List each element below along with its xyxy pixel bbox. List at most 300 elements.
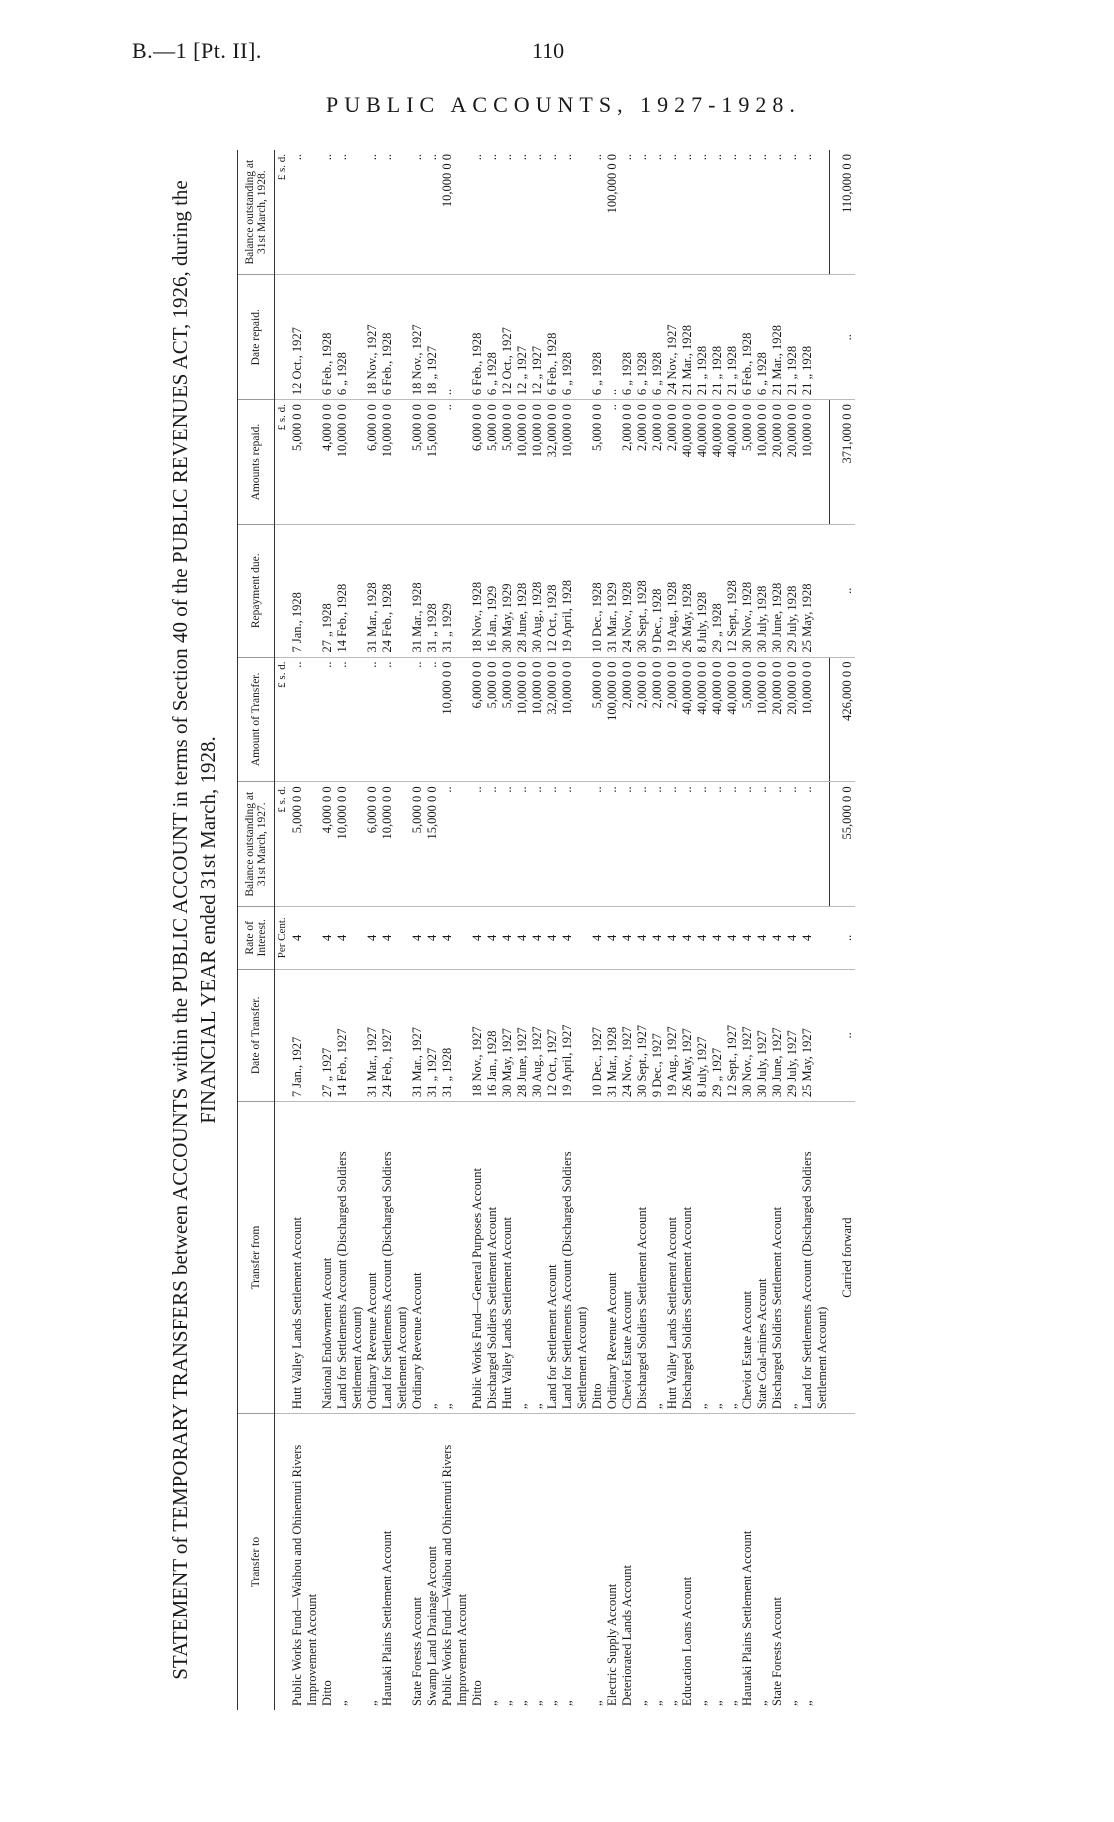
col-amount: Amount of Transfer. xyxy=(237,657,274,782)
amount-repaid-cell: 5,000 0 0 xyxy=(485,400,500,525)
balance-1927-cell: .. xyxy=(770,782,785,907)
amount-repaid-cell: 2,000 0 0 xyxy=(620,400,635,525)
balance-1927-cell: .. xyxy=(665,782,680,907)
transfer-from-cell: Discharged Soldiers Settlement Account xyxy=(770,1102,785,1414)
amount-repaid-cell: 2,000 0 0 xyxy=(635,400,650,525)
repayment-due-cell: 12 Sept., 1928 xyxy=(725,524,740,657)
date-of-transfer-cell: 30 Aug., 1927 xyxy=(530,969,545,1102)
transfer-from-cell: Land for Settlement Account xyxy=(545,1102,560,1414)
page-reference: B.—1 [Pt. II]. xyxy=(132,38,262,63)
transfer-to-cell: Swamp Land Drainage Account xyxy=(424,1545,439,1706)
transfer-from-cell: „ xyxy=(695,1102,710,1414)
date-repaid-cell: 24 Nov., 1927 xyxy=(665,275,680,400)
rate-cell: 4 xyxy=(470,907,485,969)
transfer-from-cell: „ xyxy=(530,1102,545,1414)
repayment-due-cell: 25 May, 1928 xyxy=(800,524,830,657)
amount-repaid-cell: 10,000 0 0 xyxy=(560,400,590,525)
balance-1927-cell: 6,000 0 0 xyxy=(365,782,380,907)
date-repaid-cell: 6 „ 1928 xyxy=(560,275,590,400)
rate-cell: 4 xyxy=(335,907,365,969)
date-of-transfer-cell: 29 „ 1927 xyxy=(710,969,725,1102)
transfer-to-cell: „ xyxy=(754,1700,769,1706)
amount-cell: .. xyxy=(320,657,335,782)
balance-1927-cell: 10,000 0 0 xyxy=(335,782,365,907)
amount-cell: 10,000 0 0 xyxy=(440,657,470,782)
date-repaid-cell: 6 Feb., 1928 xyxy=(545,275,560,400)
amount-cell: .. xyxy=(425,657,440,782)
table-row xyxy=(470,150,485,1710)
repayment-due-cell: 28 June, 1928 xyxy=(515,524,530,657)
repayment-due-cell: 29 „ 1928 xyxy=(710,524,725,657)
col-amounts-repaid: Amounts repaid. xyxy=(237,400,274,525)
transfer-from-cell: Land for Settlements Account (Discharged Soldiers Settlement Account) xyxy=(800,1102,830,1414)
rate-cell: 4 xyxy=(290,907,320,969)
amount-cell: 2,000 0 0 xyxy=(665,657,680,782)
date-of-transfer-cell: 25 May, 1927 xyxy=(800,969,830,1102)
repayment-due-cell: 9 Dec., 1928 xyxy=(650,524,665,657)
date-of-transfer-cell: 30 Nov., 1927 xyxy=(740,969,755,1102)
date-of-transfer-cell: 28 June, 1927 xyxy=(515,969,530,1102)
date-repaid-cell: 6 „ 1928 xyxy=(635,275,650,400)
table-row xyxy=(800,150,830,1710)
table-row xyxy=(545,150,560,1710)
balance-1927-cell: 5,000 0 0 xyxy=(290,782,320,907)
amount-repaid-cell: 20,000 0 0 xyxy=(785,400,800,525)
amount-repaid-cell: 10,000 0 0 xyxy=(800,400,830,525)
transfer-to-cell: Ditto xyxy=(469,1680,484,1706)
balance-1928-cell: .. xyxy=(290,150,320,275)
transfer-from-cell: Ordinary Revenue Account xyxy=(365,1102,380,1414)
table-row xyxy=(725,150,740,1710)
transfer-from-cell: „ xyxy=(515,1102,530,1414)
date-of-transfer-cell: 16 Jan., 1928 xyxy=(485,969,500,1102)
unit-cell xyxy=(274,524,290,657)
col-date-of-transfer: Date of Transfer. xyxy=(237,969,274,1102)
transfer-to-cell: State Forests Account xyxy=(769,1596,784,1706)
amount-repaid-cell: 5,000 0 0 xyxy=(500,400,515,525)
balance-1927-cell: 15,000 0 0 xyxy=(425,782,440,907)
date-repaid-cell: .. xyxy=(605,275,620,400)
date-of-transfer-cell: 19 April, 1927 xyxy=(560,969,590,1102)
balance-1927-total: 55,000 0 0 xyxy=(830,782,856,907)
rate-cell: 4 xyxy=(545,907,560,969)
transfer-from-cell: Land for Settlements Account (Discharged Soldiers Settlement Account) xyxy=(380,1102,410,1414)
transfers-table xyxy=(237,150,856,1710)
balance-1928-cell: .. xyxy=(635,150,650,275)
transfer-to-cell: „ xyxy=(364,1700,379,1706)
transfer-from-cell: Cheviot Estate Account xyxy=(740,1102,755,1414)
amount-cell: 40,000 0 0 xyxy=(680,657,695,782)
repayment-due-cell: 29 July, 1928 xyxy=(785,524,800,657)
rate-cell: 4 xyxy=(605,907,620,969)
amount-cell: 2,000 0 0 xyxy=(635,657,650,782)
amount-cell: 5,000 0 0 xyxy=(590,657,605,782)
date-of-transfer-cell: 30 Sept., 1927 xyxy=(635,969,650,1102)
repayment-due-cell: 16 Jan., 1929 xyxy=(485,524,500,657)
amount-repaid-cell: 5,000 0 0 xyxy=(590,400,605,525)
date-of-transfer-cell: 29 July, 1927 xyxy=(785,969,800,1102)
transfer-from-cell: Land for Settlements Account (Discharged Soldiers Settlement Account) xyxy=(335,1102,365,1414)
rate-cell: 4 xyxy=(500,907,515,969)
balance-1927-cell: .. xyxy=(515,782,530,907)
balance-1928-cell: .. xyxy=(500,150,515,275)
col-balance-1927: Balance outstanding at 31st March, 1927. xyxy=(237,782,274,907)
carried-forward-row xyxy=(830,150,856,1710)
date-repaid-cell: 6 „ 1928 xyxy=(755,275,770,400)
balance-1927-cell: .. xyxy=(695,782,710,907)
date-repaid-cell: 12 „ 1927 xyxy=(515,275,530,400)
repayment-due-cell: 30 July, 1928 xyxy=(755,524,770,657)
date-repaid-cell: 6 Feb., 1928 xyxy=(740,275,755,400)
date-repaid-cell: 6 Feb., 1928 xyxy=(470,275,485,400)
amount-cell: 20,000 0 0 xyxy=(770,657,785,782)
amount-cell: 5,000 0 0 xyxy=(500,657,515,782)
transfer-to-cell: „ xyxy=(499,1700,514,1706)
carried-forward-label: Carried forward xyxy=(830,1102,856,1414)
amount-repaid-cell: 10,000 0 0 xyxy=(530,400,545,525)
balance-1927-cell: .. xyxy=(755,782,770,907)
date-repaid-cell: 21 Mar., 1928 xyxy=(680,275,695,400)
balance-1928-cell: .. xyxy=(740,150,755,275)
date-of-transfer-cell: 24 Feb., 1927 xyxy=(380,969,410,1102)
unit-cell: £ s. d. xyxy=(274,150,290,275)
amount-repaid-cell: 2,000 0 0 xyxy=(665,400,680,525)
table-row xyxy=(755,150,770,1710)
table-row xyxy=(410,150,425,1710)
balance-1928-cell: .. xyxy=(545,150,560,275)
rotated-statement xyxy=(160,150,1080,1710)
table-row xyxy=(380,150,410,1710)
table-row xyxy=(440,150,470,1710)
date-of-transfer-cell: 7 Jan., 1927 xyxy=(290,969,320,1102)
table-row xyxy=(605,150,620,1710)
transfer-from-cell: „ xyxy=(440,1102,470,1414)
unit-cell xyxy=(274,275,290,400)
table-row xyxy=(665,150,680,1710)
col-transfer-to: Transfer to xyxy=(237,1414,274,1710)
rate-cell: 4 xyxy=(800,907,830,969)
table-row xyxy=(740,150,755,1710)
balance-1927-cell: 4,000 0 0 xyxy=(320,782,335,907)
rate-cell: 4 xyxy=(770,907,785,969)
balance-1928-cell: .. xyxy=(530,150,545,275)
repayment-due-cell: 31 „ 1928 xyxy=(425,524,440,657)
amount-cell: 10,000 0 0 xyxy=(530,657,545,782)
amount-total: 426,000 0 0 xyxy=(830,657,856,782)
balance-1928-cell: .. xyxy=(515,150,530,275)
table-row xyxy=(290,150,320,1710)
repayment-due-cell: 10 Dec., 1928 xyxy=(590,524,605,657)
transfer-from-cell: Discharged Soldiers Settlement Account xyxy=(680,1102,695,1414)
amount-repaid-cell: .. xyxy=(605,400,620,525)
date-of-transfer-cell: 31 „ 1927 xyxy=(425,969,440,1102)
rate-cell: 4 xyxy=(635,907,650,969)
table-row xyxy=(770,150,785,1710)
amount-cell: 10,000 0 0 xyxy=(755,657,770,782)
amount-cell: 40,000 0 0 xyxy=(695,657,710,782)
statement-title: STATEMENT of TEMPORARY TRANSFERS between ACCOUNTS within the PUBLIC ACCOUNT in terms of Section 40 of the PUBLIC REVENUES ACT, 1926, during the FINANCIAL YEAR ended 31st March, 1928. xyxy=(168,180,221,1680)
page-number: 110 xyxy=(532,38,565,63)
col-transfer-from: Transfer from xyxy=(237,1102,274,1414)
amount-repaid-cell: 6,000 0 0 xyxy=(470,400,485,525)
amount-cell: .. xyxy=(410,657,425,782)
rate-cell: 4 xyxy=(590,907,605,969)
unit-cell: Per Cent. xyxy=(274,907,290,969)
transfer-to-cell: „ xyxy=(559,1700,574,1706)
rate-cell: 4 xyxy=(785,907,800,969)
date-repaid-cell: 18 Nov., 1927 xyxy=(365,275,380,400)
transfer-from-cell: „ xyxy=(425,1102,440,1414)
balance-1928-cell: .. xyxy=(590,150,605,275)
table-row xyxy=(785,150,800,1710)
transfer-from-cell: Hutt Valley Lands Settlement Account xyxy=(665,1102,680,1414)
amount-cell: 40,000 0 0 xyxy=(725,657,740,782)
repayment-due-cell: 27 „ 1928 xyxy=(320,524,335,657)
transfer-from-cell: Hutt Valley Lands Settlement Account xyxy=(500,1102,515,1414)
rate-cell: 4 xyxy=(515,907,530,969)
balance-1927-cell: .. xyxy=(785,782,800,907)
rate-cell: 4 xyxy=(650,907,665,969)
transfer-from-cell: Public Works Fund—General Purposes Account xyxy=(470,1102,485,1414)
date-repaid-cell: 6 Feb., 1928 xyxy=(380,275,410,400)
page-title: PUBLIC ACCOUNTS, 1927-1928. xyxy=(326,92,801,117)
table-row xyxy=(560,150,590,1710)
balance-1927-cell: .. xyxy=(725,782,740,907)
date-of-transfer-cell: 27 „ 1927 xyxy=(320,969,335,1102)
transfer-to-cell: „ xyxy=(649,1700,664,1706)
date-repaid-cell: 18 Nov., 1927 xyxy=(410,275,425,400)
transfer-to-cell: Hauraki Plains Settlement Account xyxy=(379,1530,394,1706)
amount-cell: 10,000 0 0 xyxy=(560,657,590,782)
transfer-from-cell: Cheviot Estate Account xyxy=(620,1102,635,1414)
table-body xyxy=(274,150,855,1710)
repayment-due-cell: 30 Nov., 1928 xyxy=(740,524,755,657)
date-repaid-cell: 12 Oct., 1927 xyxy=(290,275,320,400)
date-repaid-cell: 21 „ 1928 xyxy=(710,275,725,400)
transfer-to-cell: State Forests Account xyxy=(409,1596,424,1706)
balance-1927-cell: .. xyxy=(605,782,620,907)
amount-repaid-cell: 5,000 0 0 xyxy=(290,400,320,525)
date-repaid-cell: 6 „ 1928 xyxy=(620,275,635,400)
date-of-transfer-cell: 8 July, 1927 xyxy=(695,969,710,1102)
col-rate: Rate of Interest. xyxy=(237,907,274,969)
rate-cell: 4 xyxy=(425,907,440,969)
date-of-transfer-cell: .. xyxy=(830,969,856,1102)
balance-1927-cell: .. xyxy=(590,782,605,907)
amount-repaid-cell: 10,000 0 0 xyxy=(380,400,410,525)
repayment-due-cell: 30 Sept., 1928 xyxy=(635,524,650,657)
amount-repaid-cell: 10,000 0 0 xyxy=(335,400,365,525)
transfer-to-cell: „ xyxy=(784,1700,799,1706)
transfer-from-cell: State Coal-mines Account xyxy=(755,1102,770,1414)
rate-cell: 4 xyxy=(410,907,425,969)
column-header-row xyxy=(237,150,274,1710)
repayment-due-cell: 12 Oct., 1928 xyxy=(545,524,560,657)
balance-1928-cell: .. xyxy=(710,150,725,275)
col-balance-1928: Balance outstanding at 31st March, 1928. xyxy=(237,150,274,275)
transfer-to-cell: Public Works Fund—Waihou and Ohinemuri Rivers Improvement Account xyxy=(289,1444,319,1706)
balance-1928-cell: 100,000 0 0 xyxy=(605,150,620,275)
table-row xyxy=(710,150,725,1710)
date-repaid-cell: 21 „ 1928 xyxy=(785,275,800,400)
rate-cell: 4 xyxy=(485,907,500,969)
date-repaid-cell: 6 „ 1928 xyxy=(485,275,500,400)
col-date-repaid: Date repaid. xyxy=(237,275,274,400)
amount-repaid-cell: 40,000 0 0 xyxy=(680,400,695,525)
rate-cell: 4 xyxy=(380,907,410,969)
date-of-transfer-cell: 26 May, 1927 xyxy=(680,969,695,1102)
rate-cell: 4 xyxy=(440,907,470,969)
transfer-to-cell: Electric Supply Account xyxy=(604,1583,619,1706)
balance-1928-cell: .. xyxy=(425,150,440,275)
date-of-transfer-cell: 31 „ 1928 xyxy=(440,969,470,1102)
table-row xyxy=(365,150,380,1710)
balance-1927-cell: .. xyxy=(440,782,470,907)
amount-repaid-cell: 32,000 0 0 xyxy=(545,400,560,525)
amounts-repaid-total: 371,000 0 0 xyxy=(830,400,856,525)
transfer-from-cell: Ordinary Revenue Account xyxy=(605,1102,620,1414)
transfer-to-cell: Deteriorated Lands Account xyxy=(619,1565,634,1706)
transfer-from-cell: Ordinary Revenue Account xyxy=(410,1102,425,1414)
balance-1928-cell: .. xyxy=(785,150,800,275)
date-of-transfer-cell: 10 Dec., 1927 xyxy=(590,969,605,1102)
amount-cell: 2,000 0 0 xyxy=(650,657,665,782)
transfer-from-cell: „ xyxy=(650,1102,665,1414)
amount-cell: 10,000 0 0 xyxy=(800,657,830,782)
balance-1927-cell: .. xyxy=(485,782,500,907)
amount-repaid-cell: 40,000 0 0 xyxy=(725,400,740,525)
balance-1927-cell: 5,000 0 0 xyxy=(410,782,425,907)
amount-cell: 32,000 0 0 xyxy=(545,657,560,782)
balance-1928-cell: .. xyxy=(650,150,665,275)
balance-1927-cell: .. xyxy=(680,782,695,907)
table-row xyxy=(320,150,335,1710)
amount-repaid-cell: 5,000 0 0 xyxy=(410,400,425,525)
balance-1927-cell: .. xyxy=(635,782,650,907)
col-repayment-due: Repayment due. xyxy=(237,524,274,657)
repayment-due-cell: 31 Mar., 1929 xyxy=(605,524,620,657)
rate-cell: 4 xyxy=(665,907,680,969)
repayment-due-cell: 14 Feb., 1928 xyxy=(335,524,365,657)
amount-repaid-cell: 40,000 0 0 xyxy=(710,400,725,525)
date-repaid-cell: 6 Feb., 1928 xyxy=(320,275,335,400)
empty-cell xyxy=(830,1414,856,1710)
balance-1928-cell: .. xyxy=(320,150,335,275)
date-of-transfer-cell: 30 May, 1927 xyxy=(500,969,515,1102)
transfer-to-cell: „ xyxy=(529,1700,544,1706)
date-repaid-cell: 6 „ 1928 xyxy=(335,275,365,400)
date-of-transfer-cell: 31 Mar., 1927 xyxy=(410,969,425,1102)
transfer-to-cell: „ xyxy=(334,1700,349,1706)
balance-1928-cell: .. xyxy=(380,150,410,275)
unit-cell: £ s. d. xyxy=(274,782,290,907)
amount-cell: 5,000 0 0 xyxy=(485,657,500,782)
transfer-to-cell: Hauraki Plains Settlement Account xyxy=(739,1530,754,1706)
balance-1928-cell: .. xyxy=(335,150,365,275)
amount-repaid-cell: .. xyxy=(440,400,470,525)
amount-cell: .. xyxy=(365,657,380,782)
units-row xyxy=(274,150,290,1710)
amount-repaid-cell: 40,000 0 0 xyxy=(695,400,710,525)
transfer-to-cell: „ xyxy=(589,1700,604,1706)
rate-cell: 4 xyxy=(530,907,545,969)
rate-cell: 4 xyxy=(695,907,710,969)
rate-cell: 4 xyxy=(320,907,335,969)
balance-1927-cell: 10,000 0 0 xyxy=(380,782,410,907)
unit-cell: £ s. d. xyxy=(274,400,290,525)
transfer-from-cell: Discharged Soldiers Settlement Account xyxy=(485,1102,500,1414)
balance-1927-cell: .. xyxy=(560,782,590,907)
table-row xyxy=(500,150,515,1710)
balance-1927-cell: .. xyxy=(500,782,515,907)
table-row xyxy=(590,150,605,1710)
date-of-transfer-cell: 24 Nov., 1927 xyxy=(620,969,635,1102)
amount-repaid-cell: 4,000 0 0 xyxy=(320,400,335,525)
repayment-due-cell: 31 Mar., 1928 xyxy=(410,524,425,657)
balance-1927-cell: .. xyxy=(545,782,560,907)
date-of-transfer-cell: 9 Dec., 1927 xyxy=(650,969,665,1102)
amount-repaid-cell: 10,000 0 0 xyxy=(755,400,770,525)
rate-cell: 4 xyxy=(740,907,755,969)
date-repaid-cell: 12 Oct., 1927 xyxy=(500,275,515,400)
transfer-to-cell: „ xyxy=(724,1700,739,1706)
amount-repaid-cell: 5,000 0 0 xyxy=(740,400,755,525)
date-of-transfer-cell: 12 Sept., 1927 xyxy=(725,969,740,1102)
date-of-transfer-cell: 18 Nov., 1927 xyxy=(470,969,485,1102)
rate-cell: 4 xyxy=(620,907,635,969)
transfer-to-cell: Public Works Fund—Waihou and Ohinemuri Rivers Improvement Account xyxy=(439,1444,469,1706)
repayment-due-cell: 24 Nov., 1928 xyxy=(620,524,635,657)
transfer-to-cell: „ xyxy=(799,1700,814,1706)
balance-1928-cell: .. xyxy=(470,150,485,275)
amount-repaid-cell: 20,000 0 0 xyxy=(770,400,785,525)
rate-cell: 4 xyxy=(725,907,740,969)
balance-1927-cell: .. xyxy=(800,782,830,907)
date-repaid-cell: .. xyxy=(830,275,856,400)
repayment-due-cell: 24 Feb., 1928 xyxy=(380,524,410,657)
repayment-due-cell: 30 Aug., 1928 xyxy=(530,524,545,657)
transfer-to-cell: Education Loans Account xyxy=(679,1576,694,1706)
balance-1928-cell: .. xyxy=(485,150,500,275)
balance-1927-cell: .. xyxy=(650,782,665,907)
amount-cell: .. xyxy=(290,657,320,782)
table-row xyxy=(425,150,440,1710)
transfer-from-cell: Land for Settlements Account (Discharged Soldiers Settlement Account) xyxy=(560,1102,590,1414)
balance-1928-cell: .. xyxy=(665,150,680,275)
balance-1927-cell: .. xyxy=(740,782,755,907)
repayment-due-cell: 19 Aug., 1928 xyxy=(665,524,680,657)
transfer-to-cell: „ xyxy=(709,1700,724,1706)
table-row xyxy=(335,150,365,1710)
unit-cell: £ s. d. xyxy=(274,657,290,782)
table-row xyxy=(650,150,665,1710)
date-repaid-cell: 21 „ 1928 xyxy=(695,275,710,400)
date-of-transfer-cell: 30 June, 1927 xyxy=(770,969,785,1102)
transfer-from-cell: National Endowment Account xyxy=(320,1102,335,1414)
balance-1928-cell: .. xyxy=(755,150,770,275)
transfer-from-cell: Discharged Soldiers Settlement Account xyxy=(635,1102,650,1414)
date-repaid-cell: 21 „ 1928 xyxy=(800,275,830,400)
balance-1927-cell: .. xyxy=(620,782,635,907)
date-repaid-cell: 21 „ 1928 xyxy=(725,275,740,400)
balance-1928-cell: .. xyxy=(680,150,695,275)
amount-repaid-cell: 6,000 0 0 xyxy=(365,400,380,525)
rate-cell: 4 xyxy=(365,907,380,969)
repayment-due-cell: 31 Mar., 1928 xyxy=(365,524,380,657)
transfer-from-cell: „ xyxy=(725,1102,740,1414)
repayment-due-cell: 30 May, 1929 xyxy=(500,524,515,657)
amount-cell: 10,000 0 0 xyxy=(515,657,530,782)
